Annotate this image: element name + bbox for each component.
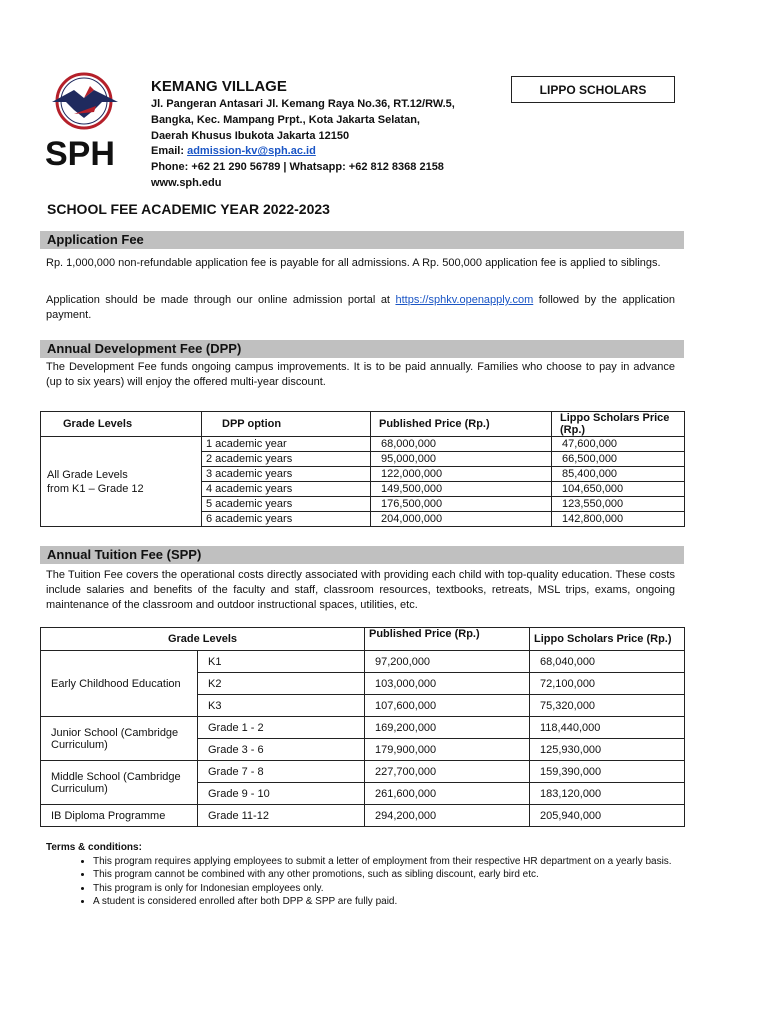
portal-link[interactable]: https://sphkv.openapply.com xyxy=(395,294,534,306)
lippo-scholars-badge: LIPPO SCHOLARS xyxy=(511,76,675,103)
lippo-price-cell: 123,550,000 xyxy=(552,497,685,512)
terms-item: • This program is only for Indonesian employees only. xyxy=(93,882,676,896)
terms-item: • This program cannot be combined with any other promotions, such as sibling discount, early bird etc. xyxy=(93,868,676,882)
address-line: Daerah Khusus Ibukota Jakarta 12150 xyxy=(151,129,350,142)
application-fee-heading: Application Fee xyxy=(40,231,684,249)
grade-cell: Grade 1 - 2 xyxy=(198,717,365,739)
column-header: Published Price (Rp.) xyxy=(371,412,552,437)
dpp-table xyxy=(40,411,685,527)
phone-line: Phone: +62 21 290 56789 | Whatsapp: +62 812 8368 2158 xyxy=(151,161,444,174)
lippo-price-cell: 66,500,000 xyxy=(552,452,685,467)
published-price-cell: 122,000,000 xyxy=(371,467,552,482)
terms-list xyxy=(46,855,676,909)
grade-cell: K1 xyxy=(198,651,365,673)
column-header: Grade Levels xyxy=(41,628,365,651)
published-price-cell: 169,200,000 xyxy=(365,717,530,739)
lippo-price-cell: 159,390,000 xyxy=(530,761,685,783)
school-name: KEMANG VILLAGE xyxy=(151,78,287,95)
lippo-price-cell: 47,600,000 xyxy=(552,437,685,452)
option-cell: 5 academic years xyxy=(202,497,371,512)
grade-cell: K3 xyxy=(198,695,365,717)
logo-text: SPH xyxy=(45,135,115,172)
grade-cell: Grade 11-12 xyxy=(198,805,365,827)
published-price-cell: 149,500,000 xyxy=(371,482,552,497)
grade-group-cell: Junior School (Cambridge Curriculum) xyxy=(41,717,198,761)
column-header: DPP option xyxy=(202,412,371,437)
address-line: Jl. Pangeran Antasari Jl. Kemang Raya No.36, RT.12/RW.5, xyxy=(151,98,455,110)
dpp-heading: Annual Development Fee (DPP) xyxy=(40,340,684,358)
dpp-table-body xyxy=(41,437,685,527)
table-row xyxy=(41,717,685,739)
published-price-cell: 204,000,000 xyxy=(371,512,552,527)
table-header-row xyxy=(41,412,685,437)
option-cell: 3 academic years xyxy=(202,467,371,482)
lippo-price-cell: 72,100,000 xyxy=(530,673,685,695)
table-row xyxy=(41,805,685,827)
published-price-cell: 97,200,000 xyxy=(365,651,530,673)
terms-conditions xyxy=(46,841,676,909)
published-price-cell: 68,000,000 xyxy=(371,437,552,452)
website-line: www.sph.edu xyxy=(151,176,222,189)
lippo-price-cell: 85,400,000 xyxy=(552,467,685,482)
published-price-cell: 176,500,000 xyxy=(371,497,552,512)
lippo-price-cell: 205,940,000 xyxy=(530,805,685,827)
published-price-cell: 107,600,000 xyxy=(365,695,530,717)
option-cell: 4 academic years xyxy=(202,482,371,497)
spp-table-body xyxy=(41,651,685,827)
email-line xyxy=(151,144,455,160)
application-fee-text: Rp. 1,000,000 non-refundable application fee is payable for all admissions. A Rp. 500,000 application fee is applied to siblings. xyxy=(46,257,661,269)
spp-table xyxy=(40,627,685,827)
school-logo xyxy=(44,72,128,172)
spp-text: The Tuition Fee covers the operational costs directly associated with providing each child with top-quality education. These costs include salaries and benefits of the faculty and staff, classroom resources, textbooks, retreats, MSL trips, exams, ongoing maintenance of the classroom and outdoor instructional spaces, utilities, etc. xyxy=(46,569,675,612)
terms-item: • A student is considered enrolled after both DPP & SPP are fully paid. xyxy=(93,895,676,909)
email-link[interactable]: admission-kv@sph.ac.id xyxy=(187,145,316,158)
lippo-price-cell: 75,320,000 xyxy=(530,695,685,717)
published-price-cell: 179,900,000 xyxy=(365,739,530,761)
lippo-price-cell: 68,040,000 xyxy=(530,651,685,673)
lippo-price-cell: 183,120,000 xyxy=(530,783,685,805)
lippo-price-cell: 125,930,000 xyxy=(530,739,685,761)
school-address xyxy=(151,97,455,192)
email-label: Email: xyxy=(151,145,188,158)
portal-text-before: Application should be made through our online admission portal at xyxy=(46,294,396,306)
lippo-price-cell: 104,650,000 xyxy=(552,482,685,497)
table-header-row xyxy=(41,628,685,651)
published-price-cell: 261,600,000 xyxy=(365,783,530,805)
grade-group-cell: IB Diploma Programme xyxy=(41,805,198,827)
option-cell: 1 academic year xyxy=(202,437,371,452)
column-header: Lippo Scholars Price (Rp.) xyxy=(530,628,685,651)
portal-text-after: followed by the application payment. xyxy=(46,294,675,322)
lippo-price-cell: 142,800,000 xyxy=(552,512,685,527)
page-title: SCHOOL FEE ACADEMIC YEAR 2022-2023 xyxy=(47,201,330,217)
application-portal-text xyxy=(46,293,675,323)
table-row xyxy=(41,437,685,452)
option-cell: 6 academic years xyxy=(202,512,371,527)
table-row xyxy=(41,651,685,673)
grade-group-cell: Middle School (Cambridge Curriculum) xyxy=(41,761,198,805)
grade-cell: All Grade Levels from K1 – Grade 12 xyxy=(41,437,202,527)
published-price-cell: 103,000,000 xyxy=(365,673,530,695)
lippo-price-cell: 118,440,000 xyxy=(530,717,685,739)
grade-group-cell: Early Childhood Education xyxy=(41,651,198,717)
published-price-cell: 294,200,000 xyxy=(365,805,530,827)
spp-heading: Annual Tuition Fee (SPP) xyxy=(40,546,684,564)
terms-item: • This program requires applying employees to submit a letter of employment from their respective HR department on a yearly basis. xyxy=(93,855,676,869)
grade-cell: Grade 9 - 10 xyxy=(198,783,365,805)
option-cell: 2 academic years xyxy=(202,452,371,467)
table-row xyxy=(41,761,685,783)
address-line: Bangka, Kec. Mampang Prpt., Kota Jakarta Selatan, xyxy=(151,113,420,126)
grade-cell: Grade 7 - 8 xyxy=(198,761,365,783)
column-header: Published Price (Rp.) xyxy=(365,628,530,651)
grade-cell: Grade 3 - 6 xyxy=(198,739,365,761)
terms-title: Terms & conditions: xyxy=(46,842,142,853)
column-header: Grade Levels xyxy=(41,412,202,437)
dpp-text: The Development Fee funds ongoing campus improvements. It is to be paid annually. Families who choose to pay in advance (up to six years) will enjoy the offered multi-year discount. xyxy=(46,361,675,389)
column-header: Lippo Scholars Price (Rp.) xyxy=(552,412,685,437)
grade-cell: K2 xyxy=(198,673,365,695)
published-price-cell: 95,000,000 xyxy=(371,452,552,467)
published-price-cell: 227,700,000 xyxy=(365,761,530,783)
